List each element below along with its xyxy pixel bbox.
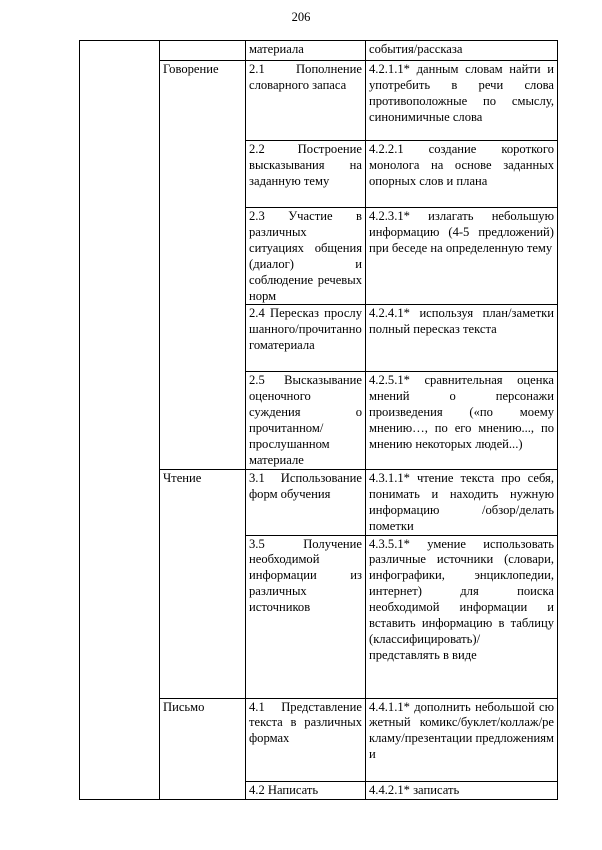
skill-cell-speaking: Говорение [160, 61, 246, 470]
objective-cell: события/рассказа [366, 41, 558, 61]
objective-cell: 4.4.2.1* записать [366, 781, 558, 799]
objective-cell: 4.2.3.1* излагать небольшую информацию (4-5 предложений) при беседе на определенную тему [366, 208, 558, 305]
subskill-cell: 4.2 Написать [246, 781, 366, 799]
curriculum-table [79, 40, 558, 800]
skill-cell-reading: Чтение [160, 469, 246, 698]
objective-cell: 4.3.1.1* чтение текста про себя, понимать и находить нужную информацию /обзор/делать пометки [366, 469, 558, 535]
subskill-cell: 3.1 Использование форм обучения [246, 469, 366, 535]
skill-cell-writing: Письмо [160, 698, 246, 799]
subskill-cell: материала [246, 41, 366, 61]
subskill-cell: 2.1 Пополнение словарного запаса [246, 61, 366, 141]
subskill-cell: 3.5 Получение необходимой информации из различных источников [246, 535, 366, 698]
empty-first-column-cell [80, 41, 160, 800]
objective-cell: 4.2.4.1* используя план/заметки полный пересказ текста [366, 305, 558, 372]
objective-cell: 4.2.2.1 создание короткого монолога на основе заданных опорных слов и плана [366, 141, 558, 208]
page-number: 206 [291, 10, 311, 24]
objective-cell: 4.2.5.1* сравнительная оценка мнений о персонажи произведения («по моему мнению…, по его мнению..., по мнению некоторых людей...) [366, 372, 558, 469]
objective-cell: 4.2.1.1* данным словам найти и употребить в речи слова противоположные по смыслу, синонимичные слова [366, 61, 558, 141]
table-row [80, 41, 558, 61]
objective-cell: 4.4.1.1* дополнить небольшой сюжетный комикс/буклет/коллаж/рекламу/презентации предложениями [366, 698, 558, 781]
subskill-cell: 2.3 Участие в различных ситуациях общения (диалог) и соблюдение речевых норм [246, 208, 366, 305]
skill-cell [160, 41, 246, 61]
subskill-cell: 2.5 Высказывание оценочного суждения о прочитанном/ прослушанном материале [246, 372, 366, 469]
subskill-cell: 2.4 Пересказ прослушанного/прочитанногоматериала [246, 305, 366, 372]
objective-cell: 4.3.5.1* умение использовать различные источники (словари, инфографики, энциклопедии, интернет) для поиска необходимой информации и вставить информацию в таблицу (классифицировать)/ представлять в виде [366, 535, 558, 698]
subskill-cell: 4.1 Представление текста в различных формах [246, 698, 366, 781]
subskill-cell: 2.2 Построение высказывания на заданную тему [246, 141, 366, 208]
